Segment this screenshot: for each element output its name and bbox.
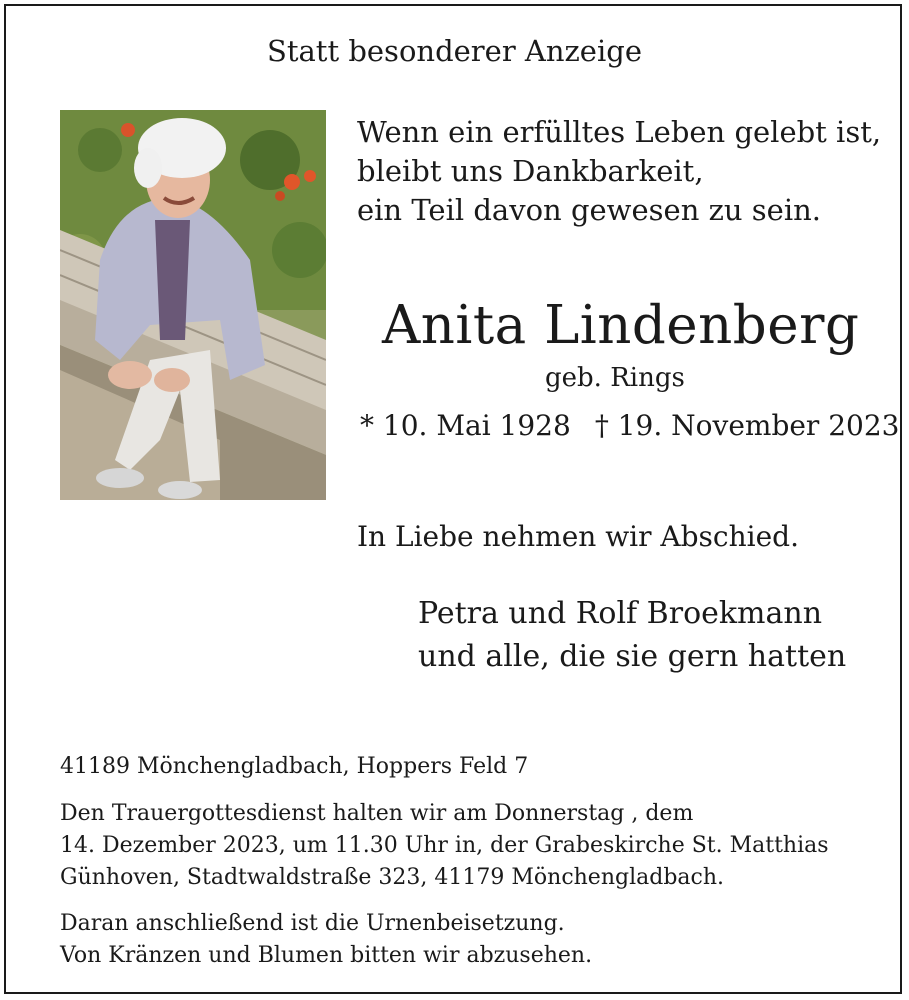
death-date: † 19. November 2023: [594, 409, 900, 442]
closing-line: Von Kränzen und Blumen bitten wir abzusehen.: [60, 943, 593, 968]
mourners-line: Petra und Rolf Broekmann: [418, 596, 823, 631]
mourners-line: und alle, die sie gern hatten: [418, 639, 847, 674]
quote-line: ein Teil davon gewesen zu sein.: [357, 193, 821, 227]
deceased-name: Anita Lindenberg: [382, 295, 860, 356]
mourners-block: [418, 592, 846, 678]
birth-date: * 10. Mai 1928: [360, 409, 571, 442]
portrait-illustration: [60, 110, 326, 500]
quote-line: Wenn ein erfülltes Leben gelebt ist,: [357, 115, 882, 149]
farewell-text: In Liebe nehmen wir Abschied.: [357, 520, 799, 553]
service-line: 14. Dezember 2023, um 11.30 Uhr in, der Grabeskirche St. Matthias: [60, 833, 829, 858]
portrait-photo: [60, 110, 326, 500]
life-dates: [360, 409, 899, 442]
service-line: Günhoven, Stadtwaldstraße 323, 41179 Mönchengladbach.: [60, 865, 724, 890]
service-line: Den Trauergottesdienst halten wir am Donnerstag , dem: [60, 801, 694, 826]
maiden-name: geb. Rings: [545, 363, 685, 393]
memorial-quote: [357, 113, 881, 230]
closing-notes: [60, 908, 592, 972]
quote-line: bleibt uns Dankbarkeit,: [357, 154, 704, 188]
notice-header: Statt besonderer Anzeige: [267, 34, 642, 68]
service-details: [60, 798, 829, 894]
closing-line: Daran anschließend ist die Urnenbeisetzung.: [60, 911, 565, 936]
family-address: 41189 Mönchengladbach, Hoppers Feld 7: [60, 754, 529, 779]
